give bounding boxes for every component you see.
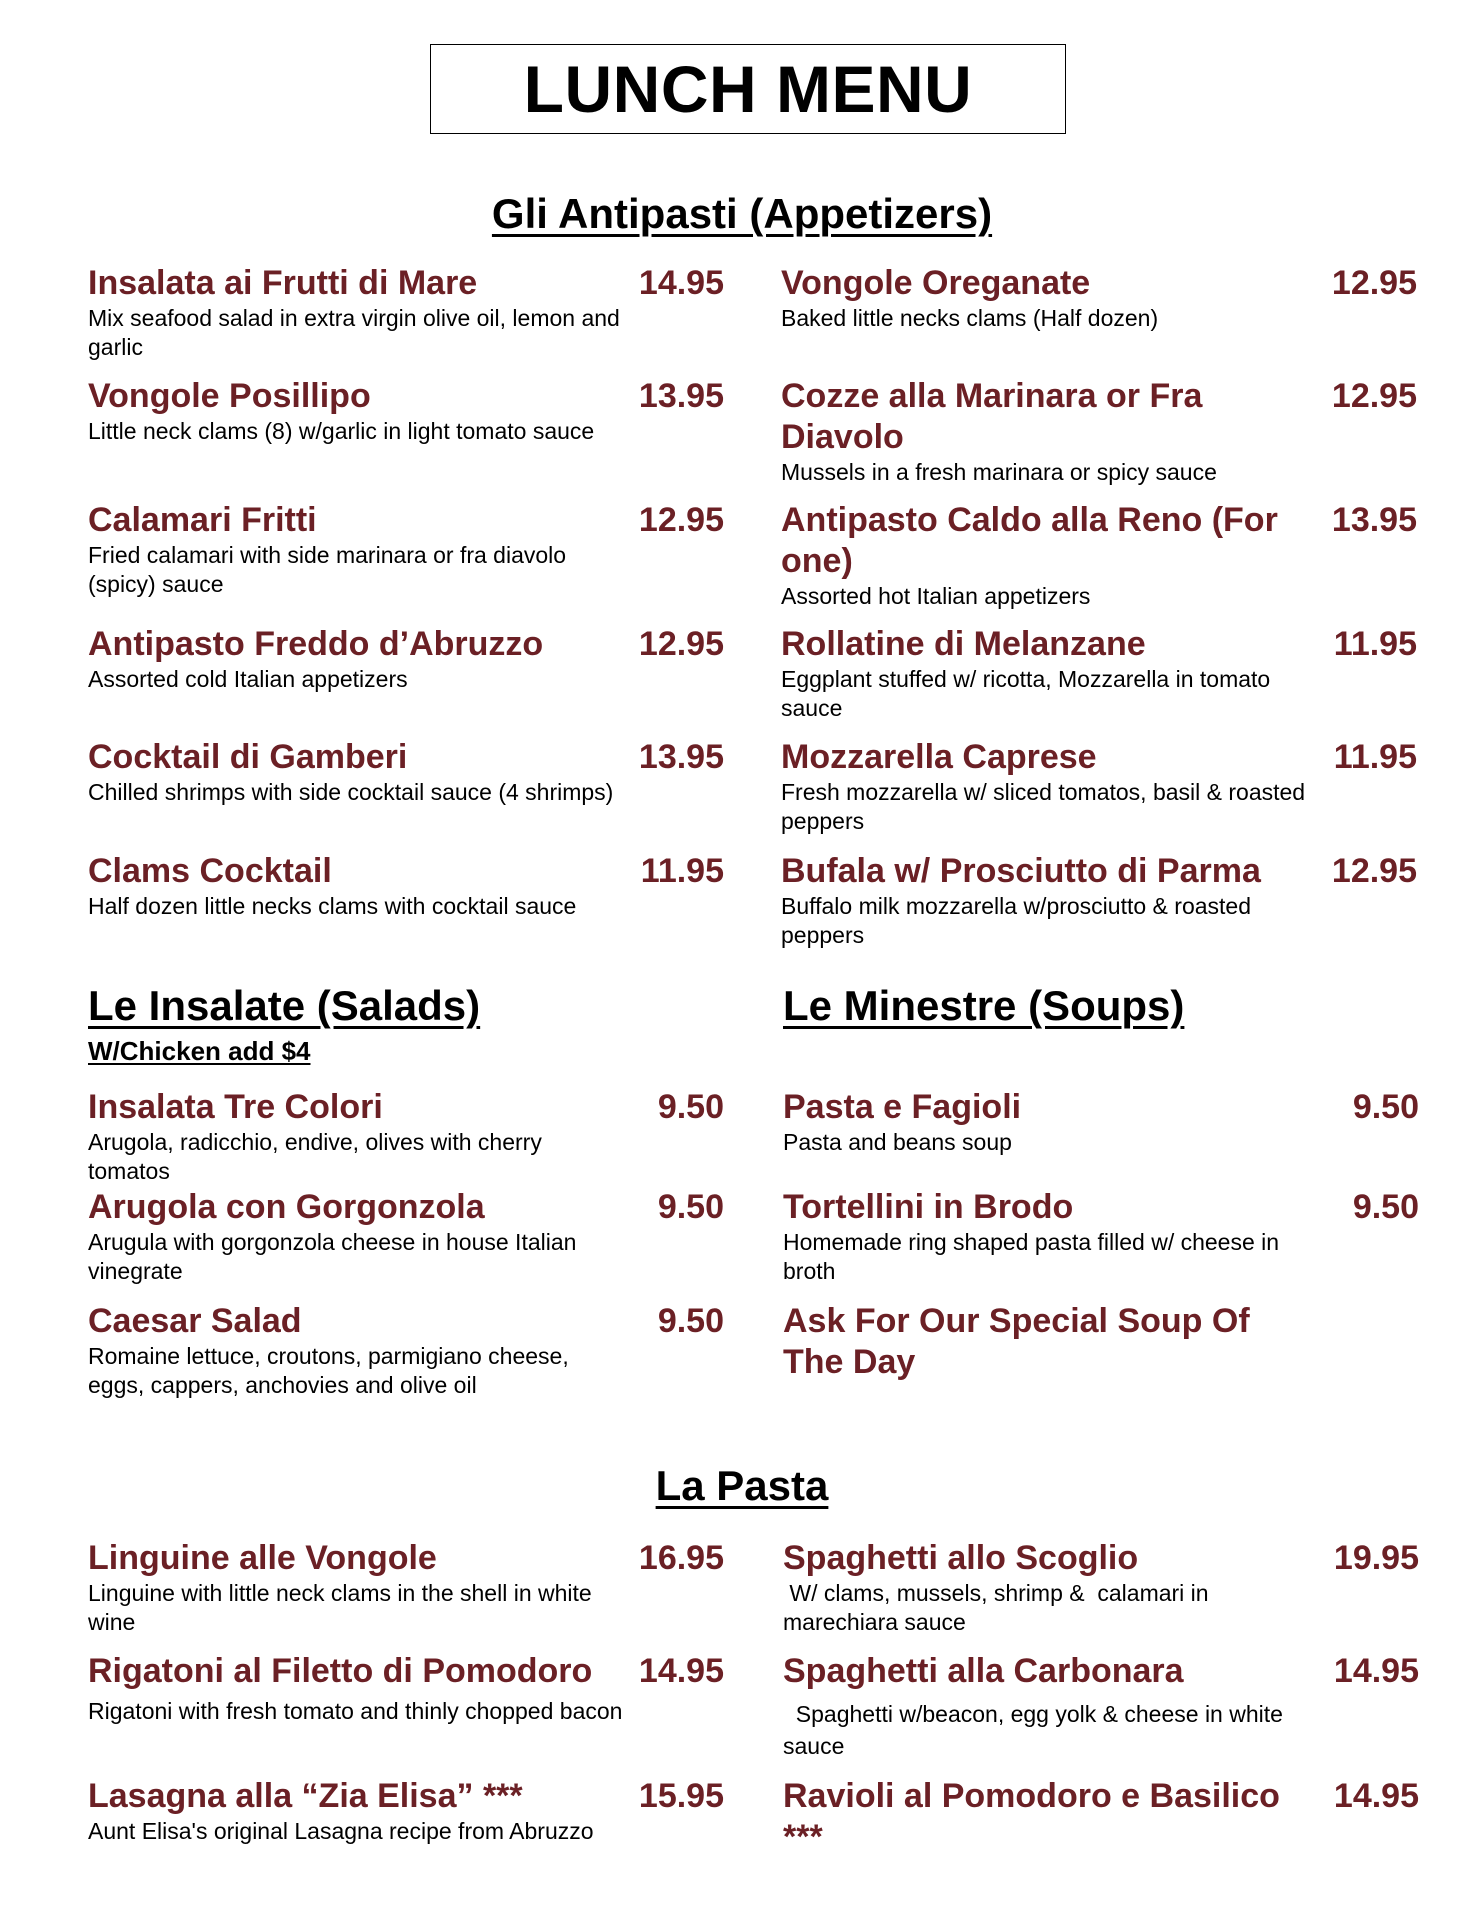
item-price: 11.95 xyxy=(640,852,724,890)
menu-item xyxy=(781,263,1417,333)
item-name: Tortellini in Brodo xyxy=(783,1188,1074,1226)
item-description: W/ clams, mussels, shrimp & calamari in marechiara sauce xyxy=(783,1580,1215,1635)
menu-title: LUNCH MENU xyxy=(523,52,973,126)
item-price: 13.95 xyxy=(638,377,724,415)
item-price: 13.95 xyxy=(638,738,724,776)
item-name: Cocktail di Gamberi xyxy=(88,738,408,776)
menu-item xyxy=(88,624,724,694)
item-description: Fresh mozzarella w/ sliced tomatos, basil & roasted peppers xyxy=(781,779,1306,834)
insalate-heading: Le Insalate (Salads) xyxy=(88,982,481,1029)
item-name: Cozze alla Marinara or Fra Diavolo xyxy=(781,377,1203,456)
menu-item xyxy=(88,500,724,599)
item-name: Insalata ai Frutti di Mare xyxy=(88,264,478,302)
item-price: 14.95 xyxy=(638,264,724,302)
item-price: 16.95 xyxy=(638,1539,724,1577)
item-description: Arugula with gorgonzola cheese in house Italian vinegrate xyxy=(88,1229,577,1284)
menu-item xyxy=(88,1776,724,1846)
item-name: Lasagna alla “Zia Elisa” *** xyxy=(88,1777,523,1815)
menu-item xyxy=(88,1651,724,1731)
item-name: Insalata Tre Colori xyxy=(88,1088,383,1126)
item-name: Bufala w/ Prosciutto di Parma xyxy=(781,852,1261,890)
item-price: 14.95 xyxy=(638,1652,724,1690)
item-description: Linguine with little neck clams in the shell in white wine xyxy=(88,1580,592,1635)
item-description: Mussels in a fresh marinara or spicy sauce xyxy=(781,459,1217,485)
item-name: Clams Cocktail xyxy=(88,852,332,890)
item-name: Calamari Fritti xyxy=(88,501,317,539)
item-name: Vongole Posillipo xyxy=(88,377,371,415)
menu-item xyxy=(88,376,724,446)
menu-item xyxy=(88,1301,724,1400)
menu-item xyxy=(88,1538,724,1637)
item-price: 12.95 xyxy=(638,625,724,663)
item-description: Romaine lettuce, croutons, parmigiano cheese, eggs, cappers, anchovies and olive oil xyxy=(88,1343,569,1398)
menu-title-box xyxy=(430,44,1066,134)
item-description: Little neck clams (8) w/garlic in light tomato sauce xyxy=(88,418,595,444)
item-name: Spaghetti alla Carbonara xyxy=(783,1652,1184,1690)
item-description: Aunt Elisa's original Lasagna recipe from Abruzzo xyxy=(88,1818,594,1844)
insalate-subheading: W/Chicken add $4 xyxy=(88,1036,311,1066)
item-description: Half dozen little necks clams with cocktail sauce xyxy=(88,893,577,919)
item-name: Vongole Oreganate xyxy=(781,264,1091,302)
item-name: Caesar Salad xyxy=(88,1302,302,1340)
item-description: Mix seafood salad in extra virgin olive oil, lemon and garlic xyxy=(88,305,620,360)
item-description: Homemade ring shaped pasta filled w/ cheese in broth xyxy=(783,1229,1280,1284)
item-price: 9.50 xyxy=(1352,1088,1419,1126)
item-name: Ravioli al Pomodoro e Basilico *** xyxy=(783,1777,1280,1856)
menu-item xyxy=(781,500,1417,611)
pasta-heading: La Pasta xyxy=(655,1462,829,1509)
menu-item xyxy=(781,851,1417,950)
item-price: 14.95 xyxy=(1333,1652,1419,1690)
item-description: Fried calamari with side marinara or fra diavolo (spicy) sauce xyxy=(88,542,567,597)
item-price: 13.95 xyxy=(1331,501,1417,539)
item-description: Chilled shrimps with side cocktail sauce (4 shrimps) xyxy=(88,779,614,805)
item-price: 15.95 xyxy=(638,1777,724,1815)
item-name: Spaghetti allo Scoglio xyxy=(783,1539,1139,1577)
item-description: Assorted hot Italian appetizers xyxy=(781,583,1091,609)
item-name: Antipasto Caldo alla Reno (For one) xyxy=(781,501,1278,580)
item-price: 12.95 xyxy=(1331,852,1417,890)
item-description: Eggplant stuffed w/ ricotta, Mozzarella in tomato sauce xyxy=(781,666,1271,721)
item-description: Pasta and beans soup xyxy=(783,1129,1012,1155)
menu-item xyxy=(88,737,724,807)
menu-item xyxy=(781,737,1417,836)
menu-item xyxy=(88,1087,724,1186)
item-price: 9.50 xyxy=(657,1302,724,1340)
menu-item xyxy=(88,263,724,362)
item-price: 12.95 xyxy=(638,501,724,539)
menu-item xyxy=(88,1187,724,1286)
item-name: Ask For Our Special Soup Of The Day xyxy=(783,1302,1250,1381)
antipasti-heading: Gli Antipasti (Appetizers) xyxy=(491,190,993,237)
item-name: Linguine alle Vongole xyxy=(88,1539,437,1577)
item-description: Assorted cold Italian appetizers xyxy=(88,666,408,692)
item-name: Pasta e Fagioli xyxy=(783,1088,1022,1126)
menu-item xyxy=(781,624,1417,723)
item-name: Arugola con Gorgonzola xyxy=(88,1188,485,1226)
item-name: Rigatoni al Filetto di Pomodoro xyxy=(88,1652,593,1690)
item-price: 11.95 xyxy=(1333,738,1417,776)
minestre-heading: Le Minestre (Soups) xyxy=(783,982,1185,1029)
item-name: Antipasto Freddo d’Abruzzo xyxy=(88,625,544,663)
menu-item xyxy=(88,851,724,921)
item-price: 19.95 xyxy=(1333,1539,1419,1577)
item-price: 9.50 xyxy=(1352,1188,1419,1226)
menu-item xyxy=(783,1187,1419,1286)
item-description: Rigatoni with fresh tomato and thinly chopped bacon xyxy=(88,1698,623,1724)
item-price: 9.50 xyxy=(657,1188,724,1226)
menu-item xyxy=(783,1651,1419,1762)
item-price: 11.95 xyxy=(1333,625,1417,663)
menu-item xyxy=(783,1776,1419,1858)
item-price: 9.50 xyxy=(657,1088,724,1126)
menu-item xyxy=(781,376,1417,487)
item-description: Buffalo milk mozzarella w/prosciutto & roasted peppers xyxy=(781,893,1251,948)
item-price: 12.95 xyxy=(1331,264,1417,302)
menu-item xyxy=(783,1087,1419,1157)
menu-item xyxy=(783,1301,1419,1383)
item-name: Rollatine di Melanzane xyxy=(781,625,1146,663)
item-name: Mozzarella Caprese xyxy=(781,738,1097,776)
item-description: Arugola, radicchio, endive, olives with cherry tomatos xyxy=(88,1129,542,1184)
menu-item xyxy=(783,1538,1419,1637)
item-description: Baked little necks clams (Half dozen) xyxy=(781,305,1159,331)
item-description: Spaghetti w/beacon, egg yolk & cheese in white sauce xyxy=(783,1701,1290,1759)
item-price: 12.95 xyxy=(1331,377,1417,415)
item-price: 14.95 xyxy=(1333,1777,1419,1815)
